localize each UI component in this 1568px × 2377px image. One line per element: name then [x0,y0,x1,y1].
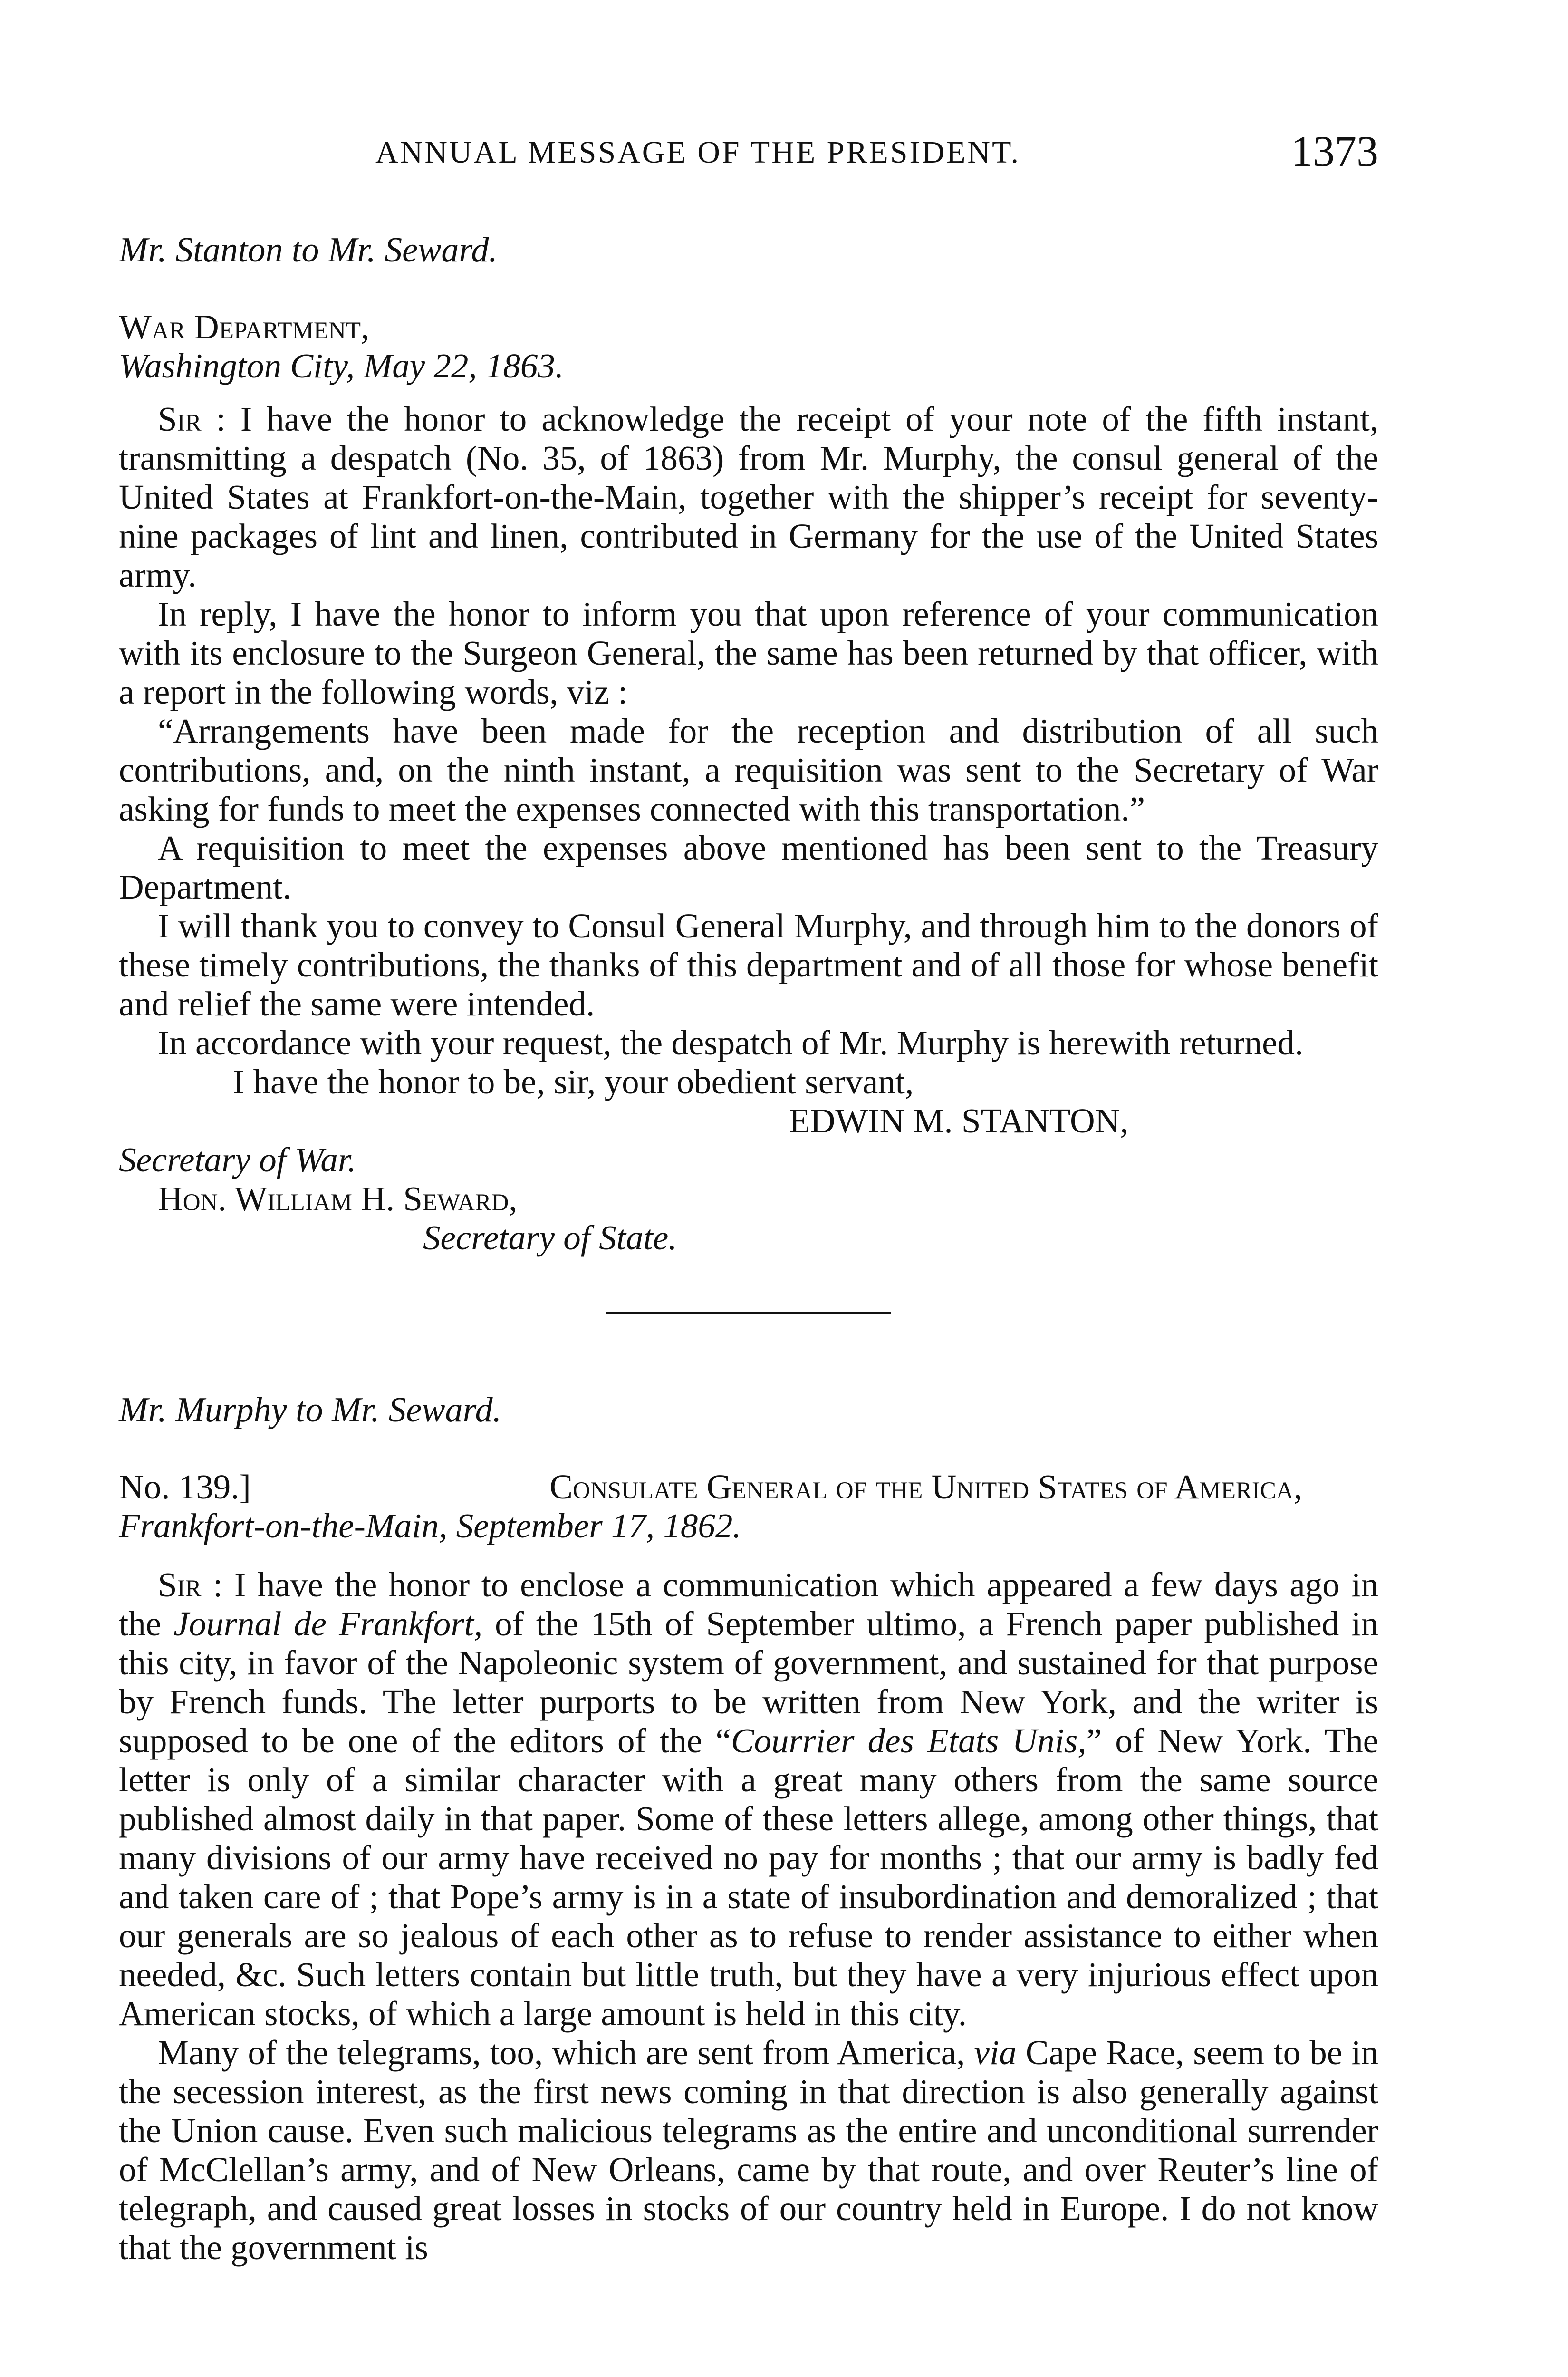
letter1-addressee-title: Secretary of State. [423,1218,677,1257]
running-title: ANNUAL MESSAGE OF THE PRESIDENT. [375,135,1020,170]
letter2-office: Consulate General of the United States of America, [549,1468,1302,1506]
letter1-closing: I have the honor to be, sir, your obedient servant, [233,1063,914,1101]
letter1-signature-title: Secretary of War. [119,1140,356,1179]
letter2-paragraph-1: Sir : I have the honor to enclose a communication which appeared a few days ago in the Journal de Frankfort, of the 15th of September ultimo, a French paper published in this city, in favor of the Napoleonic system of government, and sustained for that purpose by French funds. The letter purports to be written from New York, and the writer is supposed to be one of the editors of the “Courrier des Etats Unis,” of New York. The letter is only of a similar character with a great many others from the same source published almost daily in that paper. Some of these letters allege, among other things, that many divisions of our army have received no pay for months ; that our army is badly fed and taken care of ; that Pope’s army is in a state of insubordination and demoralized ; that our generals are so jealous of each other as to refuse to render assistance to either when needed, &c. Such letters contain but little truth, but they have a very injurious effect upon American stocks, of which a large amount is held in this city. [119,1565,1379,2033]
letter1-quoted-report: “Arrangements have been made for the reception and distribution of all such contributions, and, on the ninth instant, a requisition was sent to the Secretary of War asking for funds to meet the expenses connected with this transportation.” [119,712,1378,828]
journal-title: Journal de Frankfort, [173,1604,483,1643]
letter2-paragraph-2: Many of the telegrams, too, which are sent from America, via Cape Race, seem to be in the secession interest, as the first news coming in that direction is also generally against the Union cause. Even such malicious telegrams as the entire and unconditional surrender of McClellan’s army, and of New Orleans, came by that route, and over Reuter’s line of telegraph, and caused great losses in stocks of our country held in Europe. I do not know that the government is [119,2033,1379,2267]
page-body [119,231,1378,2267]
letter2-heading: Mr. Murphy to Mr. Seward. [119,1391,502,1430]
letter2-number: No. 139.] [119,1468,251,1506]
letter1-office: War Department, [119,308,370,346]
page-header [119,126,1378,183]
page-number: 1373 [1291,127,1378,175]
letter1-addressee-name: Hon. William H. Seward, [158,1179,518,1218]
letter1-paragraph-5: I will thank you to convey to Consul General Murphy, and through him to the donors of these timely contributions, the thanks of this department and of all those for whose benefit and relief the same were intended. [119,907,1378,1023]
letter1-paragraph-2: In reply, I have the honor to inform you that upon reference of your communication with its enclosure to the Surgeon General, the same has been returned by that officer, with a report in the following words, viz : [119,595,1378,711]
letter1-paragraph-6: In accordance with your request, the despatch of Mr. Murphy is herewith returned. [158,1024,1304,1062]
letter2-office-line [119,1468,1378,1507]
letter1-paragraph-4: A requisition to meet the expenses above mentioned has been sent to the Treasury Department. [119,829,1378,906]
letter2-dateline: Frankfort-on-the-Main, September 17, 1862. [119,1507,741,1545]
letter1-heading: Mr. Stanton to Mr. Seward. [119,231,498,270]
letter1-signature-name: EDWIN M. STANTON, [789,1102,1129,1140]
letter2-salutation: Sir : [158,1565,223,1604]
courrier-title: Courrier des Etats Unis, [731,1721,1087,1760]
letter1-dateline: Washington City, May 22, 1863. [119,347,564,385]
letter1-paragraph-1: Sir : I have the honor to acknowledge the receipt of your note of the fifth instant, transmitting a despatch (No. 35, of 1863) from Mr. Murphy, the consul general of the United States at Frankfort-on-the-Main, together with the shipper’s receipt for seventy-nine packages of lint and linen, contributed in Germany for the use of the United States army. [119,400,1378,594]
letter1-salutation: Sir : [158,400,226,438]
section-divider [606,1312,891,1314]
